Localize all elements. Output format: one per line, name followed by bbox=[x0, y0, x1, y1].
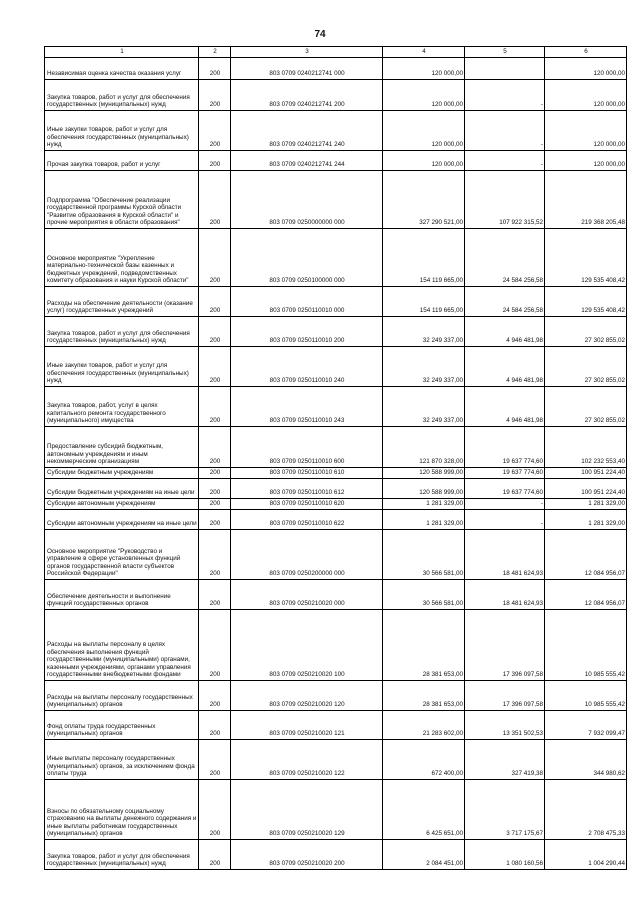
row-value-4: 120 000,00 bbox=[383, 111, 465, 151]
table-row bbox=[45, 740, 627, 780]
row-code: 200 bbox=[199, 229, 231, 287]
row-value-4: 120 588 999,00 bbox=[383, 479, 465, 499]
row-name: Основное мероприятие "Руководство и управление в сфере установленных функций органов государственной власти субъектов Российской Федерации" bbox=[45, 530, 199, 580]
page-number: 74 bbox=[314, 29, 326, 40]
row-classifier: 803 0709 0250110010 200 bbox=[231, 317, 383, 347]
header-cell: 2 bbox=[199, 47, 231, 58]
table-row bbox=[45, 317, 627, 347]
row-code: 200 bbox=[199, 151, 231, 171]
row-value-6: 10 985 555,42 bbox=[545, 610, 627, 681]
row-code: 200 bbox=[199, 740, 231, 780]
row-value-5: 19 637 774,60 bbox=[465, 468, 545, 479]
row-value-4: 120 000,00 bbox=[383, 80, 465, 111]
row-name: Закупка товаров, работ и услуг для обеспечения государственных (муниципальных) нужд bbox=[45, 80, 199, 111]
row-code: 200 bbox=[199, 610, 231, 681]
row-value-6: 10 985 555,42 bbox=[545, 681, 627, 711]
row-value-4: 120 000,00 bbox=[383, 151, 465, 171]
row-code: 200 bbox=[199, 80, 231, 111]
row-classifier: 803 0709 0250210020 100 bbox=[231, 610, 383, 681]
row-value-5: 17 396 097,58 bbox=[465, 610, 545, 681]
row-value-4: 672 400,00 bbox=[383, 740, 465, 780]
table-row bbox=[45, 151, 627, 171]
row-value-5 bbox=[465, 58, 545, 80]
row-classifier: 803 0709 0250110010 622 bbox=[231, 510, 383, 530]
row-value-5: 19 637 774,60 bbox=[465, 427, 545, 468]
row-value-6: 100 951 224,40 bbox=[545, 479, 627, 499]
row-classifier: 803 0709 0250100000 000 bbox=[231, 229, 383, 287]
row-code: 200 bbox=[199, 580, 231, 610]
row-name: Расходы на выплаты персоналу в целях обеспечения выполнения функций государственными (муниципальными) органами, казенными учреждениями, органами управления государственными внебюджетными фондами bbox=[45, 610, 199, 681]
row-name: Иные закупки товаров, работ и услуг для обеспечения государственных (муниципальных) нужд bbox=[45, 111, 199, 151]
row-value-6: 129 535 408,42 bbox=[545, 229, 627, 287]
row-value-6: 219 368 205,48 bbox=[545, 171, 627, 229]
row-classifier: 803 0709 0240212741 200 bbox=[231, 80, 383, 111]
row-name: Субсидии бюджетным учреждениям bbox=[45, 468, 199, 479]
row-code: 200 bbox=[199, 387, 231, 427]
row-value-6: 120 000,00 bbox=[545, 151, 627, 171]
row-classifier: 803 0709 0250210020 121 bbox=[231, 711, 383, 740]
row-code: 200 bbox=[199, 840, 231, 870]
row-value-6: 1 004 290,44 bbox=[545, 840, 627, 870]
row-name: Независимая оценка качества оказания услуг bbox=[45, 58, 199, 80]
row-classifier: 803 0709 0250110010 243 bbox=[231, 387, 383, 427]
row-value-5: 17 396 097,58 bbox=[465, 681, 545, 711]
row-name: Иные выплаты персоналу государственных (муниципальных) органов, за исключением фонда оплаты труда bbox=[45, 740, 199, 780]
row-code: 200 bbox=[199, 58, 231, 80]
row-value-5: 4 946 481,98 bbox=[465, 347, 545, 387]
table-header-row bbox=[45, 47, 627, 58]
row-value-6: 27 302 855,02 bbox=[545, 347, 627, 387]
row-code: 200 bbox=[199, 510, 231, 530]
table-row bbox=[45, 427, 627, 468]
table-row bbox=[45, 780, 627, 840]
row-name: Закупка товаров, работ, услуг в целях капитального ремонта государственного (муниципального) имущества bbox=[45, 387, 199, 427]
row-value-4: 1 281 329,00 bbox=[383, 499, 465, 510]
table-row bbox=[45, 711, 627, 740]
table-row bbox=[45, 510, 627, 530]
row-value-6: 2 708 475,33 bbox=[545, 780, 627, 840]
table-row bbox=[45, 287, 627, 317]
row-code: 200 bbox=[199, 317, 231, 347]
header-cell: 6 bbox=[545, 47, 627, 58]
row-code: 200 bbox=[199, 171, 231, 229]
table-row bbox=[45, 229, 627, 287]
row-classifier: 803 0709 0250110010 612 bbox=[231, 479, 383, 499]
row-value-5: 4 946 481,98 bbox=[465, 317, 545, 347]
row-value-5: 24 584 256,58 bbox=[465, 287, 545, 317]
table-row bbox=[45, 58, 627, 80]
table-row bbox=[45, 387, 627, 427]
row-value-4: 327 290 521,00 bbox=[383, 171, 465, 229]
row-value-4: 120 000,00 bbox=[383, 58, 465, 80]
row-code: 200 bbox=[199, 347, 231, 387]
table-row bbox=[45, 610, 627, 681]
row-value-6: 100 951 224,40 bbox=[545, 468, 627, 479]
row-code: 200 bbox=[199, 780, 231, 840]
header-cell: 1 bbox=[45, 47, 199, 58]
row-classifier: 803 0709 0240212741 244 bbox=[231, 151, 383, 171]
row-name: Субсидии автономным учреждениям bbox=[45, 499, 199, 510]
table-row bbox=[45, 840, 627, 870]
table-row bbox=[45, 479, 627, 499]
row-value-4: 32 249 337,00 bbox=[383, 317, 465, 347]
row-name: Расходы на выплаты персоналу государственных (муниципальных) органов bbox=[45, 681, 199, 711]
row-code: 200 bbox=[199, 427, 231, 468]
row-classifier: 803 0709 0250210020 122 bbox=[231, 740, 383, 780]
row-code: 200 bbox=[199, 530, 231, 580]
row-value-4: 32 249 337,00 bbox=[383, 387, 465, 427]
row-value-4: 21 283 602,00 bbox=[383, 711, 465, 740]
row-value-4: 154 119 665,00 bbox=[383, 287, 465, 317]
row-name: Фонд оплаты труда государственных (муниципальных) органов bbox=[45, 711, 199, 740]
row-classifier: 803 0709 0250110010 620 bbox=[231, 499, 383, 510]
row-value-5: 3 717 175,67 bbox=[465, 780, 545, 840]
row-name: Обеспечение деятельности и выполнение функций государственных органов bbox=[45, 580, 199, 610]
row-value-4: 30 566 581,00 bbox=[383, 580, 465, 610]
row-classifier: 803 0709 0250210020 129 bbox=[231, 780, 383, 840]
row-value-4: 30 566 581,00 bbox=[383, 530, 465, 580]
row-value-4: 1 281 329,00 bbox=[383, 510, 465, 530]
row-classifier: 803 0709 0240212741 240 bbox=[231, 111, 383, 151]
row-value-4: 121 870 328,00 bbox=[383, 427, 465, 468]
row-value-4: 28 381 653,00 bbox=[383, 681, 465, 711]
row-value-4: 154 119 665,00 bbox=[383, 229, 465, 287]
row-value-6: 27 302 855,02 bbox=[545, 387, 627, 427]
table-row bbox=[45, 681, 627, 711]
row-classifier: 803 0709 0250110010 000 bbox=[231, 287, 383, 317]
row-name: Прочая закупка товаров, работ и услуг bbox=[45, 151, 199, 171]
row-code: 200 bbox=[199, 468, 231, 479]
row-value-4: 120 588 999,00 bbox=[383, 468, 465, 479]
row-classifier: 803 0709 0250110010 610 bbox=[231, 468, 383, 479]
header-cell: 5 bbox=[465, 47, 545, 58]
row-value-6: 102 232 553,40 bbox=[545, 427, 627, 468]
row-value-6: 129 535 408,42 bbox=[545, 287, 627, 317]
row-value-5: 13 351 502,53 bbox=[465, 711, 545, 740]
budget-table bbox=[44, 46, 627, 870]
row-name: Взносы по обязательному социальному страхованию на выплаты денежного содержания и иные выплаты работникам государственных (муниципальных) органов bbox=[45, 780, 199, 840]
header-cell: 3 bbox=[231, 47, 383, 58]
row-value-5: - bbox=[465, 510, 545, 530]
row-code: 200 bbox=[199, 499, 231, 510]
row-name: Субсидии автономным учреждениям на иные цели bbox=[45, 510, 199, 530]
row-value-5: - bbox=[465, 80, 545, 111]
row-value-6: 120 000,00 bbox=[545, 58, 627, 80]
row-name: Основное мероприятие "Укрепление материально-технической базы казенных и бюджетных учреждений, подведомственных комитету образования и науки Курской области" bbox=[45, 229, 199, 287]
row-name: Субсидии бюджетным учреждениям на иные цели bbox=[45, 479, 199, 499]
row-value-5: - bbox=[465, 111, 545, 151]
row-classifier: 803 0709 0250110010 600 bbox=[231, 427, 383, 468]
row-name: Закупка товаров, работ и услуг для обеспечения государственных (муниципальных) нужд bbox=[45, 317, 199, 347]
row-classifier: 803 0709 0250200000 000 bbox=[231, 530, 383, 580]
row-name: Закупка товаров, работ и услуг для обеспечения государственных (муниципальных) нужд bbox=[45, 840, 199, 870]
row-value-5: 4 946 481,98 bbox=[465, 387, 545, 427]
row-name: Расходы на обеспечение деятельности (оказание услуг) государственных учреждений bbox=[45, 287, 199, 317]
row-name: Предоставление субсидий бюджетным, автономным учреждениям и иным некоммерческим организациям bbox=[45, 427, 199, 468]
row-code: 200 bbox=[199, 681, 231, 711]
row-code: 200 bbox=[199, 287, 231, 317]
row-value-5: 19 637 774,60 bbox=[465, 479, 545, 499]
row-value-5: 18 481 624,93 bbox=[465, 580, 545, 610]
row-value-4: 28 381 653,00 bbox=[383, 610, 465, 681]
row-classifier: 803 0709 0250210020 000 bbox=[231, 580, 383, 610]
row-code: 200 bbox=[199, 479, 231, 499]
row-code: 200 bbox=[199, 111, 231, 151]
table-row bbox=[45, 580, 627, 610]
row-value-5: - bbox=[465, 499, 545, 510]
table-row bbox=[45, 347, 627, 387]
table-row bbox=[45, 468, 627, 479]
row-classifier: 803 0709 0250210020 200 bbox=[231, 840, 383, 870]
row-classifier: 803 0709 0250110010 240 bbox=[231, 347, 383, 387]
row-value-6: 344 980,62 bbox=[545, 740, 627, 780]
table-row bbox=[45, 530, 627, 580]
row-value-5: 107 922 315,52 bbox=[465, 171, 545, 229]
row-name: Подпрограмма "Обеспечение реализации государственной программы Курской области "Развитие образования в Курской области" и прочие мероприятия в области образования" bbox=[45, 171, 199, 229]
row-value-6: 12 084 956,07 bbox=[545, 580, 627, 610]
row-name: Иные закупки товаров, работ и услуг для обеспечения государственных (муниципальных) нужд bbox=[45, 347, 199, 387]
row-value-6: 7 932 099,47 bbox=[545, 711, 627, 740]
row-value-5: 24 584 256,58 bbox=[465, 229, 545, 287]
row-value-6: 1 281 329,00 bbox=[545, 510, 627, 530]
row-classifier: 803 0709 0240212741 000 bbox=[231, 58, 383, 80]
table-row bbox=[45, 171, 627, 229]
row-classifier: 803 0709 0250000000 000 bbox=[231, 171, 383, 229]
row-value-4: 32 249 337,00 bbox=[383, 347, 465, 387]
row-value-6: 120 000,00 bbox=[545, 111, 627, 151]
row-value-5: - bbox=[465, 151, 545, 171]
row-value-5: 327 419,38 bbox=[465, 740, 545, 780]
row-value-5: 1 080 160,56 bbox=[465, 840, 545, 870]
row-value-4: 2 084 451,00 bbox=[383, 840, 465, 870]
row-value-6: 120 000,00 bbox=[545, 80, 627, 111]
row-value-4: 6 425 651,00 bbox=[383, 780, 465, 840]
row-code: 200 bbox=[199, 711, 231, 740]
table-row bbox=[45, 111, 627, 151]
header-cell: 4 bbox=[383, 47, 465, 58]
row-value-6: 1 281 329,00 bbox=[545, 499, 627, 510]
table-row bbox=[45, 499, 627, 510]
table-row bbox=[45, 80, 627, 111]
row-value-6: 12 084 956,07 bbox=[545, 530, 627, 580]
row-classifier: 803 0709 0250210020 120 bbox=[231, 681, 383, 711]
row-value-5: 18 481 624,93 bbox=[465, 530, 545, 580]
row-value-6: 27 302 855,02 bbox=[545, 317, 627, 347]
